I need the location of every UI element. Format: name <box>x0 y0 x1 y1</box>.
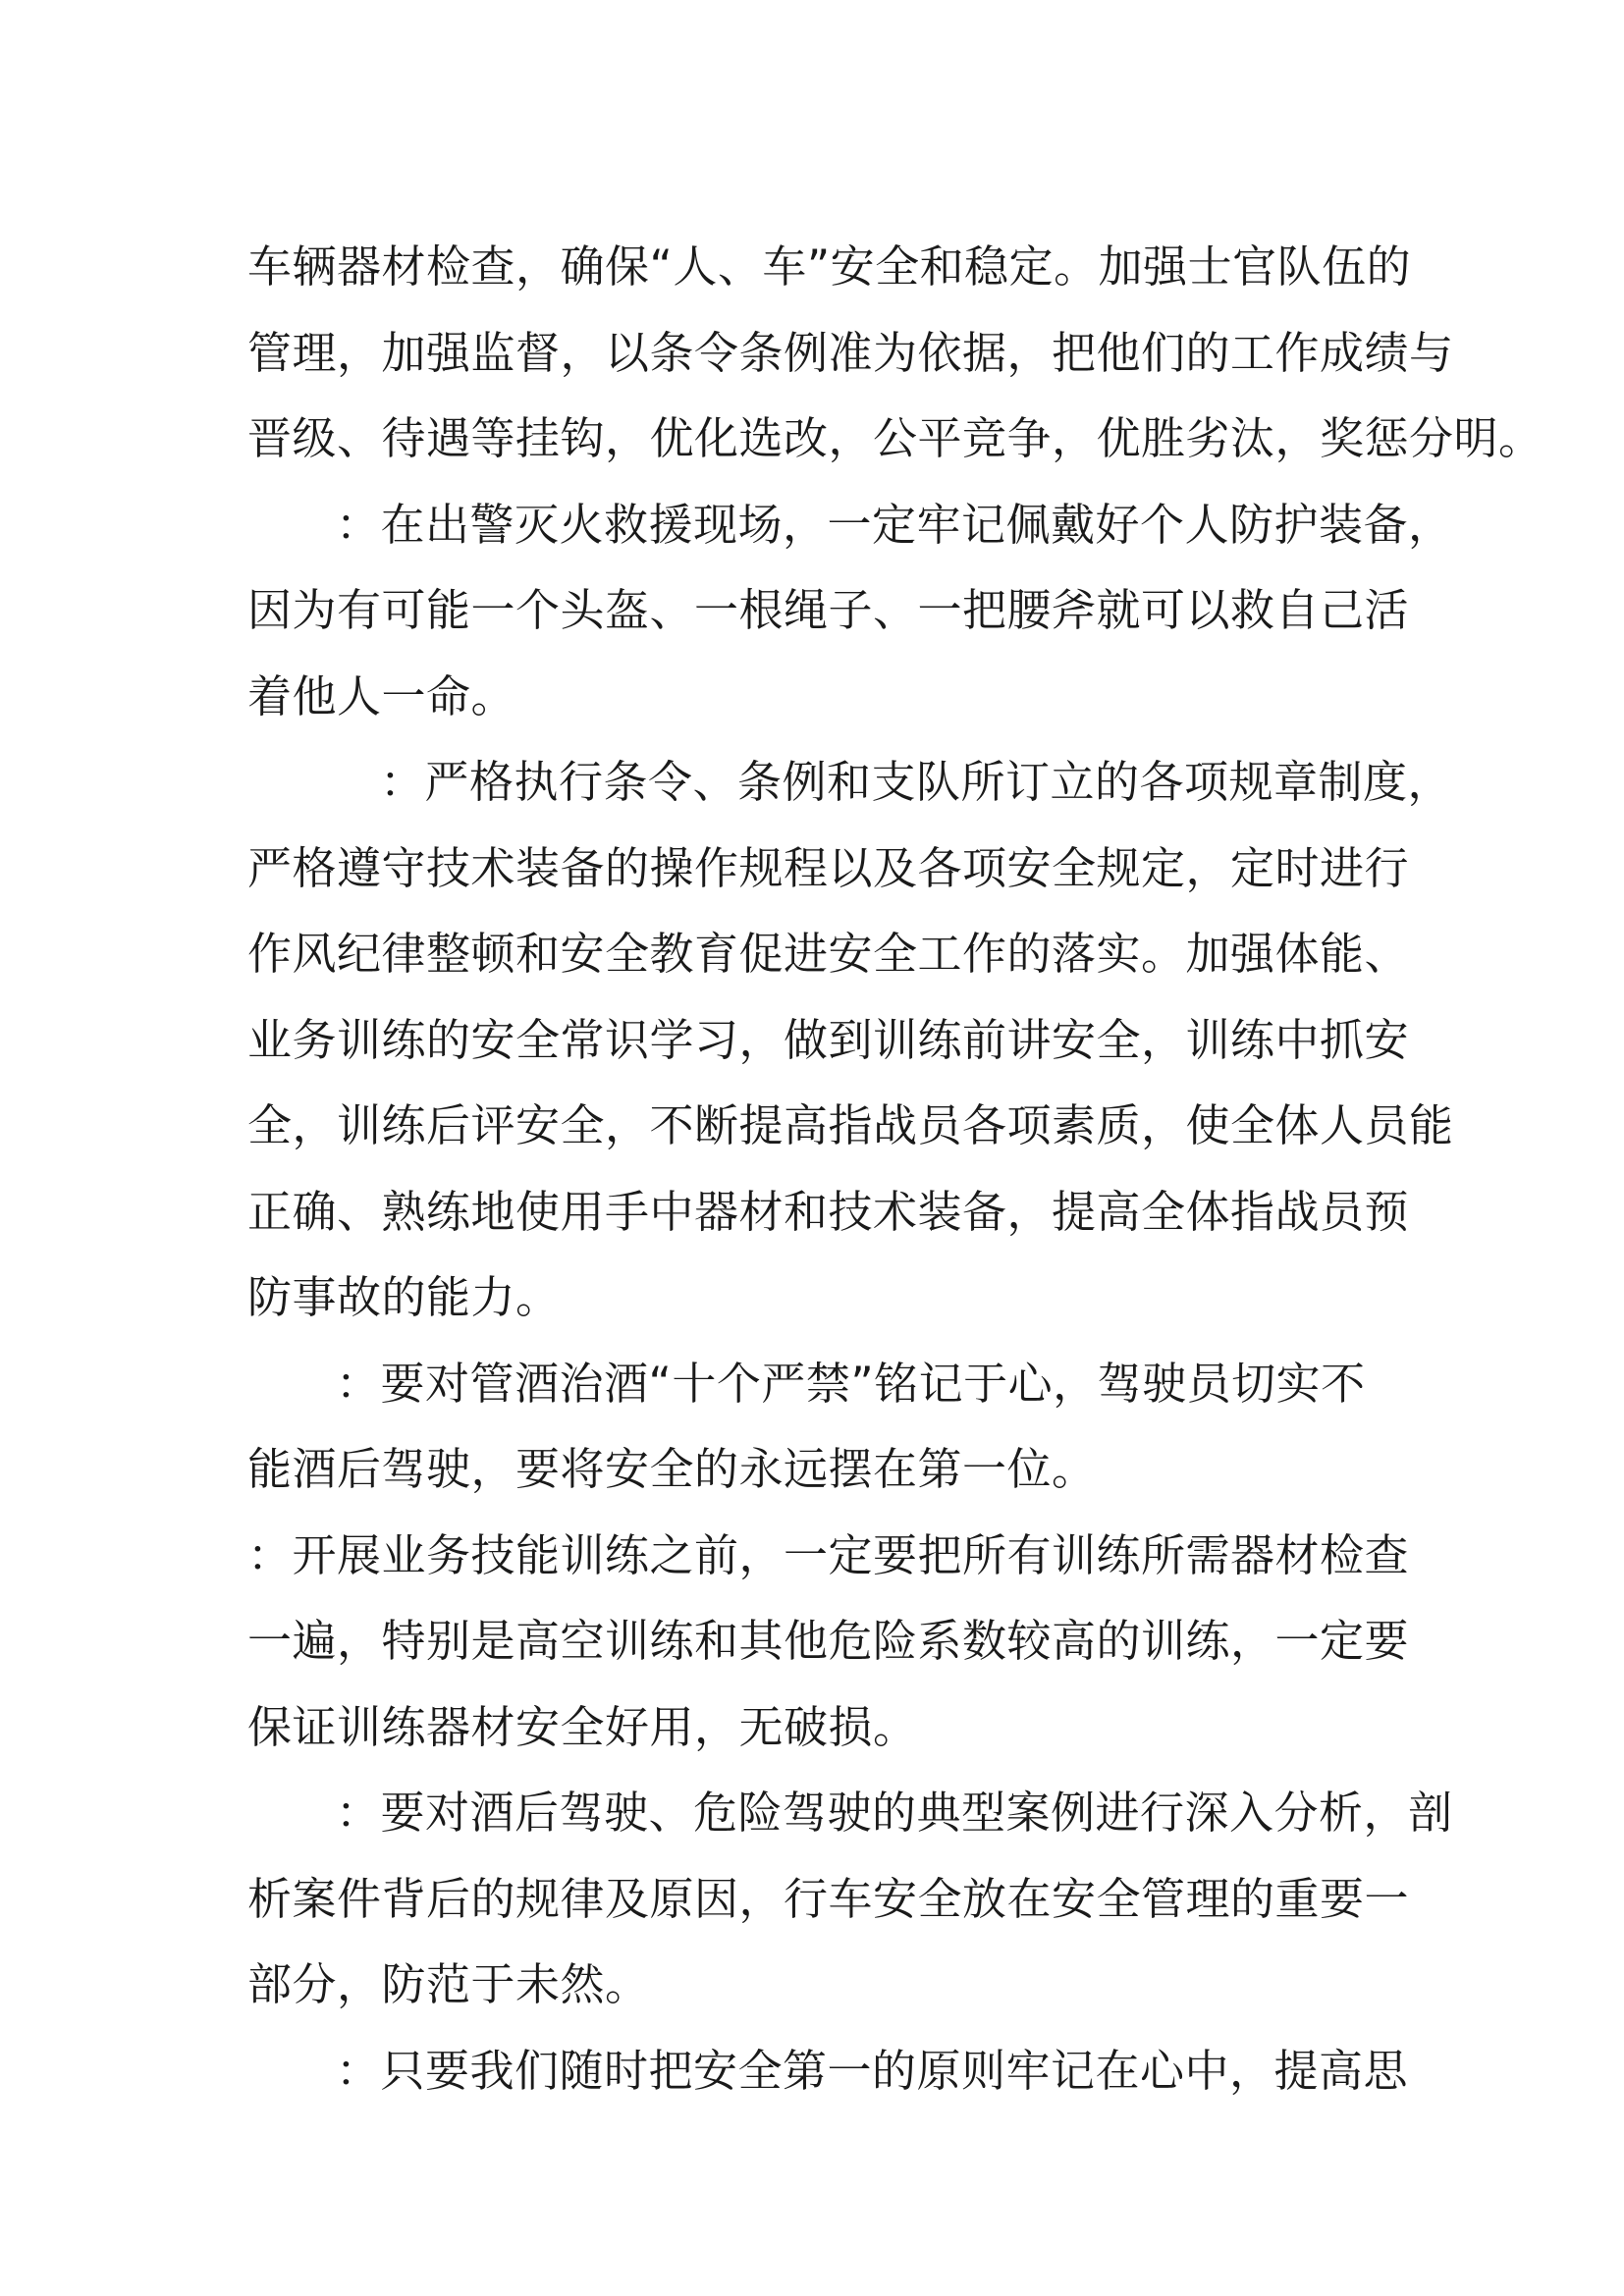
text-line: 部分，防范于未然。 <box>247 1958 650 2010</box>
text-line: 作风纪律整顿和安全教育促进安全工作的落实。加强体能、 <box>247 928 1410 980</box>
text-line: 晋级、待遇等挂钩，优化选改，公平竞争，优胜劣汰，奖惩分明。 <box>247 412 1543 464</box>
text-line: 一遍，特别是高空训练和其他危险系数较高的训练，一定要 <box>247 1615 1410 1667</box>
paragraph-start-line: ：要对管酒治酒“十个严禁”铭记于心，驾驶员切实不 <box>336 1357 1366 1410</box>
paragraph-start-line: ：在出警灭火救援现场，一定牢记佩戴好个人防护装备， <box>336 498 1453 551</box>
paragraph-start-line: ：只要我们随时把安全第一的原则牢记在心中，提高思 <box>336 2044 1409 2097</box>
text-line: 析案件背后的规律及原因，行车安全放在安全管理的重要一 <box>247 1872 1410 1925</box>
text-line: 正确、熟练地使用手中器材和技术装备，提高全体指战员预 <box>247 1185 1410 1238</box>
text-line: 因为有可能一个头盔、一根绳子、一把腰斧就可以救自己活 <box>247 584 1410 636</box>
text-line: 能酒后驾驶，要将安全的永远摆在第一位。 <box>247 1443 1097 1495</box>
document-body <box>247 224 1543 2113</box>
text-line: 保证训练器材安全好用，无破损。 <box>247 1700 918 1753</box>
text-line: 车辆器材检查，确保“人、车”安全和稳定。加强士官队伍的 <box>247 240 1412 293</box>
text-line: 管理，加强监督，以条令条例准为依据，把他们的工作成绩与 <box>247 326 1454 379</box>
paragraph-start-line: ：严格执行条令、条例和支队所订立的各项规章制度， <box>380 756 1453 808</box>
text-line: 着他人一命。 <box>247 669 516 722</box>
paragraph-start-line: ：开展业务技能训练之前，一定要把所有训练所需器材检查 <box>247 1528 1410 1581</box>
text-line: 业务训练的安全常识学习，做到训练前讲安全，训练中抓安 <box>247 1013 1410 1066</box>
text-line: 防事故的能力。 <box>247 1271 561 1323</box>
text-line: 全，训练后评安全，不断提高指战员各项素质，使全体人员能 <box>247 1099 1454 1151</box>
text-line: 严格遵守技术装备的操作规程以及各项安全规定，定时进行 <box>247 841 1410 894</box>
paragraph-start-line: ：要对酒后驾驶、危险驾驶的典型案例进行深入分析，剖 <box>336 1787 1453 1839</box>
